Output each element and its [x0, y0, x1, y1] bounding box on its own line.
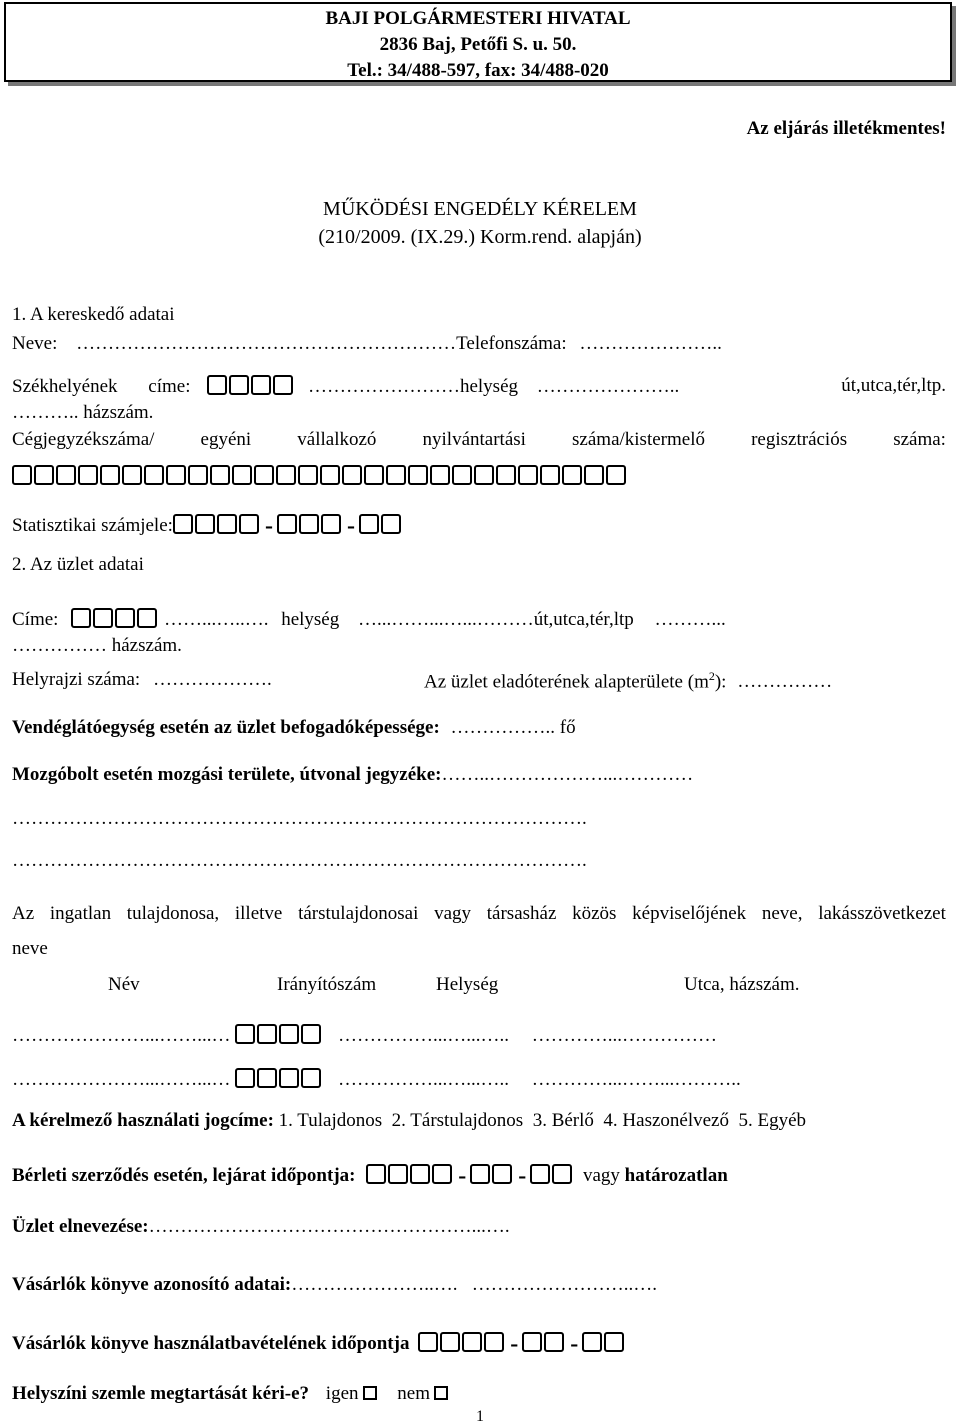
- name-row: [12, 333, 722, 355]
- digit-box[interactable]: [364, 465, 384, 485]
- digit-box[interactable]: [210, 465, 230, 485]
- owner-word: társtulajdonosai: [298, 903, 419, 924]
- capacity-field[interactable]: ……………..: [450, 717, 556, 738]
- seat-label-2: címe:: [148, 376, 191, 397]
- stat-label: Statisztikai számjele:: [12, 515, 173, 536]
- digit-box[interactable]: [342, 465, 362, 485]
- digit-box[interactable]: [474, 465, 494, 485]
- digit-box[interactable]: [301, 1068, 321, 1088]
- owner-word: illetve: [234, 903, 283, 924]
- digit-box[interactable]: [301, 1024, 321, 1044]
- registration-label-row: [12, 429, 946, 451]
- reg-word: vállalkozó: [297, 429, 377, 450]
- digit-box[interactable]: [195, 514, 215, 534]
- digit-box[interactable]: [410, 1164, 430, 1184]
- reg-word: száma:: [893, 429, 946, 450]
- lease-or: vagy: [582, 1165, 620, 1186]
- book-date-label: Vásárlók könyve használatbavételének időpontja: [12, 1333, 410, 1354]
- mobile-label: Mozgóbolt esetén mozgási területe, útvonal jegyzéke:: [12, 764, 442, 785]
- digit-box[interactable]: [71, 608, 91, 628]
- owner-2-name-field[interactable]: …………………...……...…: [12, 1069, 231, 1090]
- seat-locality-field[interactable]: ……………………: [307, 376, 460, 397]
- seat-street-label: út,utca,tér,ltp.: [841, 375, 946, 396]
- seat-locality-label: helység: [459, 376, 519, 397]
- owner-word: vagy: [434, 903, 472, 924]
- digit-box[interactable]: [277, 514, 297, 534]
- digit-box[interactable]: [93, 608, 113, 628]
- reg-word: száma/kistermelő: [572, 429, 705, 450]
- inspection-no-checkbox[interactable]: [434, 1386, 448, 1400]
- digit-box[interactable]: [562, 465, 582, 485]
- box-separator: -: [458, 1163, 467, 1189]
- digit-box[interactable]: [522, 1332, 542, 1352]
- shop-address-label: Címe:: [12, 609, 59, 630]
- seat-house-row: [12, 402, 153, 424]
- owner-row-2: [12, 1068, 741, 1091]
- owner-word: képviselőjének: [632, 903, 747, 924]
- digit-box[interactable]: [418, 1332, 438, 1352]
- owner-word: neve,: [761, 903, 803, 924]
- digit-box[interactable]: [229, 375, 249, 395]
- digit-box[interactable]: [320, 465, 340, 485]
- seat-house-field[interactable]: ………..: [12, 402, 84, 423]
- digit-box[interactable]: [604, 1332, 624, 1352]
- digit-box[interactable]: [430, 465, 450, 485]
- digit-box[interactable]: [235, 1024, 255, 1044]
- digit-box[interactable]: [386, 465, 406, 485]
- digit-box[interactable]: [279, 1068, 299, 1088]
- owner-row-1: [12, 1024, 717, 1047]
- digit-box[interactable]: [584, 465, 604, 485]
- owner-word: közös: [572, 903, 617, 924]
- col-zip-header: Irányítószám: [277, 974, 377, 995]
- lease-label: Bérleti szerződés esetén, lejárat időpontja:: [12, 1165, 356, 1186]
- digit-box[interactable]: [492, 1164, 512, 1184]
- reg-word: Cégjegyzékszáma/: [12, 429, 155, 450]
- owner-1-name-field[interactable]: …………………...……...…: [12, 1025, 231, 1046]
- digit-box[interactable]: [78, 465, 98, 485]
- shop-name-row: [12, 1216, 510, 1238]
- shop-house-row: [12, 635, 182, 657]
- book-id-row: [12, 1274, 657, 1296]
- digit-box[interactable]: [56, 465, 76, 485]
- box-separator: -: [264, 513, 273, 539]
- inspection-yes-checkbox[interactable]: [363, 1386, 377, 1400]
- shop-name-label: Üzlet elnevezése:: [12, 1216, 149, 1237]
- office-header: [4, 2, 952, 82]
- owner-1-street-field[interactable]: …………...……………: [531, 1025, 717, 1046]
- digit-box[interactable]: [388, 1164, 408, 1184]
- digit-box[interactable]: [122, 465, 142, 485]
- reg-word: egyéni: [200, 429, 252, 450]
- digit-box[interactable]: [381, 514, 401, 534]
- book-date-row: [12, 1331, 626, 1358]
- usage-title-label: A kérelmező használati jogcíme:: [12, 1110, 274, 1131]
- shop-street-label: út,utca,tér,ltp: [533, 609, 634, 630]
- box-separator: -: [518, 1163, 527, 1189]
- digit-box[interactable]: [452, 465, 472, 485]
- shop-name-field[interactable]: ……………………………………………...….: [148, 1216, 510, 1237]
- shop-street-field-2[interactable]: ………...: [654, 609, 726, 630]
- capacity-label: Vendéglátóegység esetén az üzlet befogadóképessége:: [12, 717, 440, 738]
- digit-box[interactable]: [462, 1332, 482, 1352]
- digit-box[interactable]: [279, 1024, 299, 1044]
- digit-box[interactable]: [137, 608, 157, 628]
- digit-box[interactable]: [298, 465, 318, 485]
- book-date-boxes[interactable]: [418, 1331, 626, 1357]
- digit-box[interactable]: [239, 514, 259, 534]
- digit-box[interactable]: [408, 465, 428, 485]
- digit-box[interactable]: [440, 1332, 460, 1352]
- shop-zip-boxes[interactable]: [71, 609, 159, 630]
- office-contact: Tel.: 34/488-597, fax: 34/488-020: [347, 60, 609, 81]
- digit-box[interactable]: [144, 465, 164, 485]
- name-label: Neve:: [12, 333, 58, 354]
- owner-2-street-field[interactable]: …………...……...………..: [531, 1069, 741, 1090]
- name-field[interactable]: ……………………………………………………: [76, 333, 457, 354]
- lease-indefinite[interactable]: határozatlan: [624, 1165, 728, 1186]
- owner-word: ingatlan: [49, 903, 112, 924]
- shop-locality-field[interactable]: ……...…..….: [163, 609, 269, 630]
- owner-word: Az: [12, 903, 35, 924]
- shop-house-field[interactable]: ……………: [12, 635, 107, 656]
- digit-box[interactable]: [530, 1164, 550, 1184]
- lot-label: Helyrajzi száma:: [12, 669, 141, 690]
- mobile-line-1[interactable]: ……………………………………………………………………………….: [12, 808, 587, 829]
- digit-box[interactable]: [321, 514, 341, 534]
- col-locality-header: Helység: [436, 974, 499, 995]
- col-street-header: Utca, házszám.: [684, 974, 800, 995]
- digit-box[interactable]: [273, 375, 293, 395]
- digit-box[interactable]: [100, 465, 120, 485]
- digit-box[interactable]: [366, 1164, 386, 1184]
- seat-street-field[interactable]: …………………..: [536, 376, 680, 397]
- owner-2-zip-boxes[interactable]: [235, 1069, 323, 1090]
- usage-title-options[interactable]: 1. Tulajdonos 2. Társtulajdonos 3. Bérlő 4. Haszonélvező 5. Egyéb: [278, 1110, 807, 1131]
- reg-word: nyilvántartási: [422, 429, 526, 450]
- registration-number-boxes[interactable]: [12, 465, 628, 488]
- book-id-field[interactable]: …………………..…. ……………………..….: [291, 1274, 657, 1295]
- digit-box[interactable]: [496, 465, 516, 485]
- inspection-row: [12, 1383, 448, 1405]
- digit-box[interactable]: [207, 375, 227, 395]
- lease-row: [12, 1163, 728, 1190]
- shop-locality-label: helység: [281, 609, 340, 630]
- book-id-label: Vásárlók könyve azonosító adatai:: [12, 1274, 292, 1295]
- digit-box[interactable]: [276, 465, 296, 485]
- digit-box[interactable]: [254, 465, 274, 485]
- mobile-row: [12, 764, 693, 786]
- shop-address-row: [12, 608, 726, 631]
- office-name: BAJI POLGÁRMESTERI HIVATAL: [325, 8, 631, 29]
- lot-row: [12, 669, 272, 691]
- digit-box[interactable]: [552, 1164, 572, 1184]
- lot-field[interactable]: ……………….: [152, 669, 272, 690]
- stat-boxes[interactable]: [173, 513, 403, 539]
- form-subtitle: (210/2009. (IX.29.) Korm.rend. alapján): [318, 226, 642, 248]
- capacity-unit: fő: [559, 717, 576, 738]
- inspection-label: Helyszíni szemle megtartását kéri-e?: [12, 1383, 310, 1404]
- section1-heading: 1. A kereskedő adatai: [12, 304, 175, 325]
- digit-box[interactable]: [166, 465, 186, 485]
- area-label: Az üzlet eladóterének alapterülete (m: [424, 671, 709, 693]
- owner-word: lakásszövetkezet: [818, 903, 946, 924]
- usage-title-row: [12, 1110, 806, 1132]
- mobile-line-2[interactable]: ……………………………………………………………………………….: [12, 850, 587, 871]
- page-number: 1: [476, 1408, 484, 1425]
- seat-house-label: házszám.: [83, 402, 154, 423]
- inspection-no-label: nem: [397, 1383, 430, 1404]
- digit-box[interactable]: [232, 465, 252, 485]
- owner-label-row: [12, 903, 946, 925]
- digit-box[interactable]: [217, 514, 237, 534]
- owner-label-last: neve: [12, 938, 48, 959]
- seat-row: [12, 375, 679, 398]
- digit-box[interactable]: [251, 375, 271, 395]
- area-label-end: ):: [714, 671, 727, 693]
- digit-box[interactable]: [115, 608, 135, 628]
- digit-box[interactable]: [235, 1068, 255, 1088]
- area-field[interactable]: ……………: [737, 671, 833, 693]
- owner-1-zip-boxes[interactable]: [235, 1025, 323, 1046]
- digit-box[interactable]: [484, 1332, 504, 1352]
- digit-box[interactable]: [432, 1164, 452, 1184]
- area-sup: 2: [708, 669, 715, 683]
- box-separator: -: [346, 513, 355, 539]
- seat-label: Székhelyének: [12, 376, 118, 397]
- owner-word: tulajdonosa,: [126, 903, 220, 924]
- digit-box[interactable]: [34, 465, 54, 485]
- phone-label: Telefonszáma:: [456, 333, 567, 354]
- reg-word: regisztrációs: [751, 429, 848, 450]
- shop-street-field[interactable]: …...……...…...………: [358, 609, 534, 630]
- col-name-header: Név: [108, 974, 140, 995]
- form-title: MŰKÖDÉSI ENGEDÉLY KÉRELEM: [323, 198, 637, 220]
- digit-box[interactable]: [606, 465, 626, 485]
- capacity-row: [12, 717, 576, 739]
- area-row: [424, 669, 832, 693]
- digit-box[interactable]: [257, 1024, 277, 1044]
- digit-box[interactable]: [540, 465, 560, 485]
- box-separator: -: [510, 1331, 519, 1357]
- digit-box[interactable]: [173, 514, 193, 534]
- owner-2-locality-field[interactable]: ……………...…...…..: [338, 1069, 509, 1090]
- digit-box[interactable]: [582, 1332, 602, 1352]
- owner-1-locality-field[interactable]: ……………...…...…..: [338, 1025, 509, 1046]
- office-address: 2836 Baj, Petőfi S. u. 50.: [379, 34, 577, 55]
- box-separator: -: [570, 1331, 579, 1357]
- digit-box[interactable]: [12, 465, 32, 485]
- lease-date-boxes[interactable]: [366, 1163, 574, 1189]
- stat-row: [12, 513, 403, 540]
- digit-box[interactable]: [359, 514, 379, 534]
- owner-word: társasház: [486, 903, 557, 924]
- digit-box[interactable]: [470, 1164, 490, 1184]
- section2-heading: 2. Az üzlet adatai: [12, 554, 144, 575]
- seat-zip-boxes[interactable]: [207, 376, 295, 397]
- inspection-yes-label: igen: [325, 1383, 359, 1404]
- digit-box[interactable]: [188, 465, 208, 485]
- digit-box[interactable]: [299, 514, 319, 534]
- phone-field[interactable]: …………………..: [579, 333, 722, 354]
- mobile-field[interactable]: ……..………………...…………: [441, 764, 694, 785]
- shop-house-label: házszám.: [111, 635, 182, 656]
- fee-notice: Az eljárás illetékmentes!: [746, 118, 946, 139]
- digit-box[interactable]: [257, 1068, 277, 1088]
- digit-box[interactable]: [544, 1332, 564, 1352]
- digit-box[interactable]: [518, 465, 538, 485]
